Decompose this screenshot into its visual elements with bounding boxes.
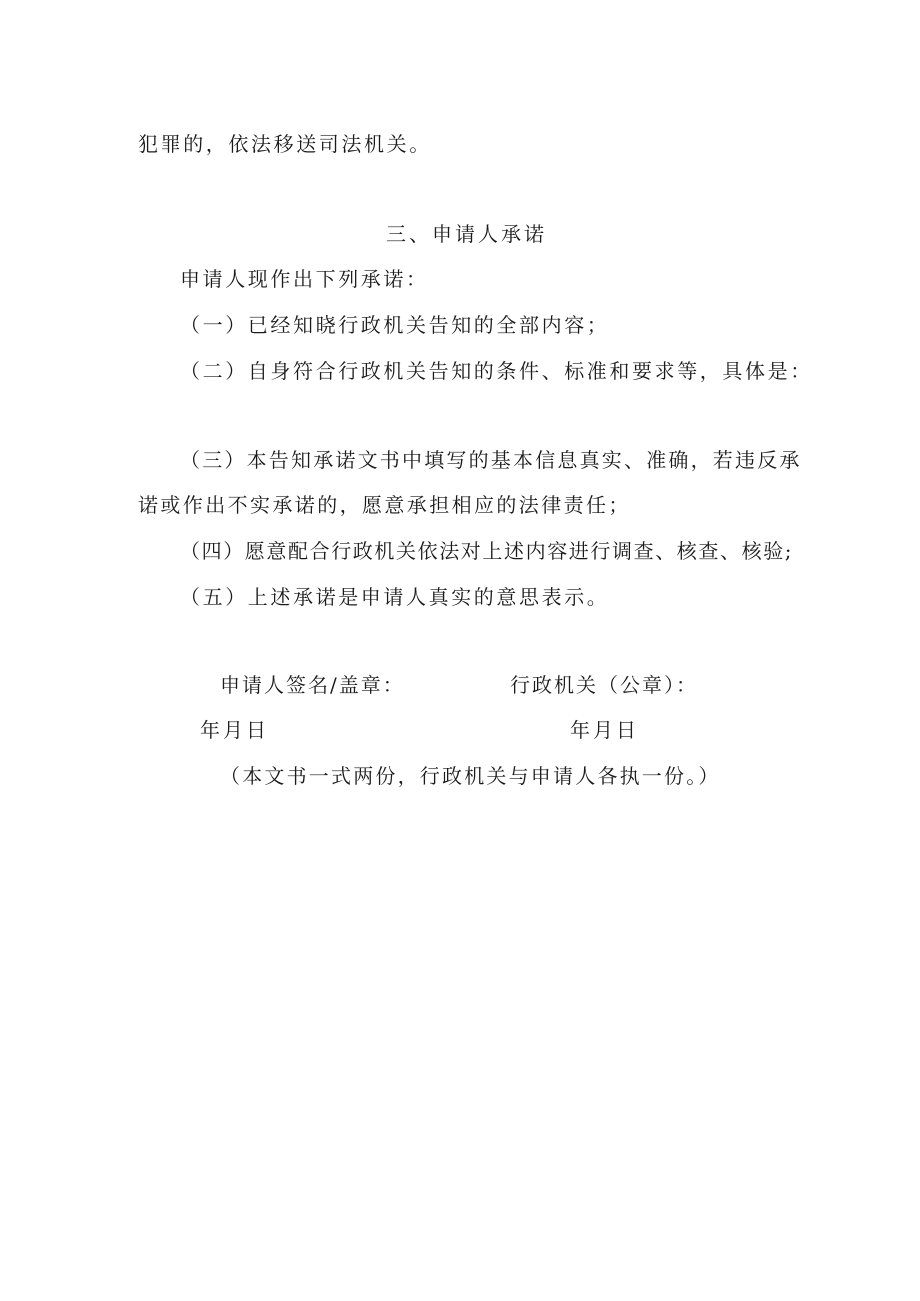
agency-seal-label: 行政机关（公章）： <box>510 673 698 697</box>
applicant-signature-label: 申请人签名/盖章： <box>220 673 405 697</box>
applicant-date: 年月日 <box>200 718 269 742</box>
commitment-item-2: （二）自身符合行政机关告知的条件、标准和要求等，具体是： <box>180 359 813 383</box>
agency-date: 年月日 <box>570 718 639 742</box>
commitment-item-4: （四）愿意配合行政机关依法对上述内容进行调查、核查、核验; <box>180 539 794 563</box>
commitment-item-1: （一）已经知晓行政机关告知的全部内容； <box>180 313 610 337</box>
section-title: 三、申请人承诺 <box>386 222 547 246</box>
continuation-text: 犯罪的，依法移送司法机关。 <box>138 132 432 156</box>
commitment-item-3-continued: 诺或作出不实承诺的，愿意承担相应的法律责任； <box>138 493 631 517</box>
commitment-item-5: （五）上述承诺是申请人真实的意思表示。 <box>180 585 610 609</box>
commitment-item-3: （三）本告知承诺文书中填写的基本信息真实、准确，若违反承 <box>180 448 802 472</box>
document-footnote: （本文书一式两份，行政机关与申请人各执一份。） <box>220 764 721 788</box>
commitment-intro: 申请人现作出下列承诺： <box>180 267 429 291</box>
